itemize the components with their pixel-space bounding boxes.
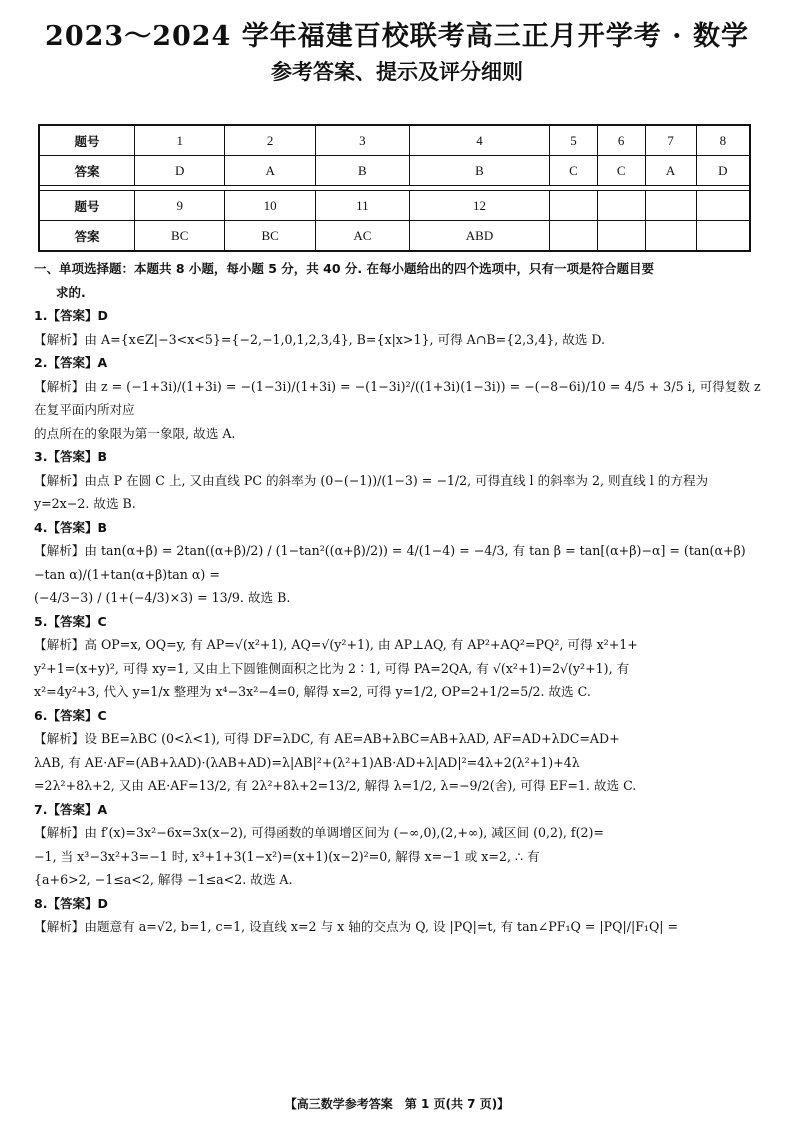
- table-cell: 题号: [39, 191, 135, 221]
- table-cell: A: [225, 156, 315, 186]
- explanation-line: x²=4y²+3, 代入 y=1/x 整理为 x⁴−3x²−4=0, 解得 x=2, 可得 y=1/2, OP=2+1/2=5/2. 故选 C.: [34, 684, 591, 699]
- table-row: [39, 191, 750, 221]
- page-subtitle: 参考答案、提示及评分细则: [271, 59, 523, 84]
- table-cell: 2: [225, 125, 315, 156]
- table-cell: B: [409, 156, 549, 186]
- answer-line: 1.【答案】D: [34, 308, 108, 323]
- table-cell: 答案: [39, 221, 135, 252]
- explanation: [34, 375, 762, 446]
- explanation-line: y²+1=(x+y)², 可得 xy=1, 又由上下圆锥侧面积之比为 2∶1, 可得 PA=2QA, 有 √(x²+1)=2√(y²+1), 有: [34, 660, 630, 676]
- explanation-line: 【解析】设 BE=λBC (0<λ<1), 可得 DF=λDC, 有 AE=AB+λBC=AB+λAD, AF=AD+λDC=AD+: [34, 731, 620, 746]
- explanation: [34, 727, 762, 798]
- table-cell: [645, 221, 696, 252]
- explanation-line: =2λ²+8λ+2, 又由 AE·AF=13/2, 有 2λ²+8λ+2=13/2, 解得 λ=1/2, λ=−9/2(舍), 可得 EF=1. 故选 C.: [34, 778, 637, 793]
- table-cell: D: [696, 156, 750, 186]
- explanation-line: −1, 当 x³−3x²+3=−1 时, x³+1+3(1−x²)=(x+1)(x−2)²=0, 解得 x=−1 或 x=2, ∴ 有: [34, 848, 540, 864]
- explanation-line: 【解析】由点 P 在圆 C 上, 又由直线 PC 的斜率为 (0−(−1))/(1−3) = −1/2, 可得直线 l 的斜率为 2, 则直线 l 的方程为: [34, 472, 709, 488]
- explanation-line: 的点所在的象限为第一象限, 故选 A.: [34, 425, 236, 441]
- question-block: [34, 516, 762, 610]
- table-cell: [550, 191, 598, 221]
- explanation-line: 【解析】由 tan(α+β) = 2tan((α+β)/2) / (1−tan²((α+β)/2)) = 4/(1−4) = −4/3, 有 tan β = tan[(α+β)−α] = (tan(α+β)−tan α)/(1+tan(α+β)tan α) =: [34, 543, 746, 582]
- answer-line: 4.【答案】B: [34, 519, 107, 535]
- table-cell: 11: [315, 191, 409, 221]
- question-block: [34, 610, 762, 704]
- table-cell: C: [597, 156, 645, 186]
- table-cell: 6: [597, 125, 645, 156]
- table-cell: 1: [135, 125, 225, 156]
- page-footer: 【高三数学参考答案 第 1 页(共 7 页)】: [284, 1097, 510, 1111]
- section-heading-line: 一、单项选择题：本题共 8 小题，每小题 5 分，共 40 分. 在每小题给出的四个选项中，只有一项是符合题目要: [34, 261, 655, 276]
- question-block: [34, 892, 762, 939]
- answer-line: 5.【答案】C: [34, 613, 107, 629]
- section-heading-line: 求的.: [56, 284, 86, 300]
- answer-line: 2.【答案】A: [34, 355, 108, 370]
- explanation: [34, 539, 762, 610]
- table-cell: 10: [225, 191, 315, 221]
- table-cell: [597, 191, 645, 221]
- table-cell: 7: [645, 125, 696, 156]
- explanation-line: 【解析】由题意有 a=√2, b=1, c=1, 设直线 x=2 与 x 轴的交点为 Q, 设 |PQ|=t, 有 tan∠PF₁Q = |PQ|/|F₁Q| =: [34, 919, 679, 934]
- question-block: [34, 704, 762, 798]
- table-cell: B: [315, 156, 409, 186]
- table-cell: AC: [315, 221, 409, 252]
- table-cell: [696, 191, 750, 221]
- explanation: [34, 915, 762, 939]
- answer-line: 7.【答案】A: [34, 801, 108, 817]
- table-cell: 9: [135, 191, 225, 221]
- table-cell: 5: [550, 125, 598, 156]
- explanation: [34, 328, 762, 352]
- table-cell: [550, 221, 598, 252]
- question-block: [34, 351, 762, 445]
- explanation-line: λAB, 有 AE·AF=(AB+λAD)·(λAB+AD)=λ|AB|²+(λ²+1)AB·AD+λ|AD|²=4λ+2(λ²+1)+4λ: [34, 754, 580, 770]
- table-cell: 题号: [39, 125, 135, 156]
- table-row: [39, 156, 750, 186]
- table-cell: [597, 221, 645, 252]
- table-cell: BC: [135, 221, 225, 252]
- question-block: [34, 304, 762, 351]
- question-block: [34, 798, 762, 892]
- answer-line: 3.【答案】B: [34, 449, 107, 464]
- explanation: [34, 633, 762, 704]
- answer-line: 6.【答案】C: [34, 707, 107, 723]
- table-cell: D: [135, 156, 225, 186]
- explanation-line: 【解析】高 OP=x, OQ=y, 有 AP=√(x²+1), AQ=√(y²+1), 由 AP⊥AQ, 有 AP²+AQ²=PQ², 可得 x²+1+: [34, 637, 638, 652]
- table-row: [39, 125, 750, 156]
- question-block: [34, 445, 762, 516]
- section-heading: [34, 257, 762, 304]
- table-cell: 4: [409, 125, 549, 156]
- explanation-line: 【解析】由 A={x∈Z|−3<x<5}={−2,−1,0,1,2,3,4}, B={x|x>1}, 可得 A∩B={2,3,4}, 故选 D.: [34, 331, 606, 347]
- explanation-line: 【解析】由 f′(x)=3x²−6x=3x(x−2), 可得函数的单调增区间为 (−∞,0),(2,+∞), 减区间 (0,2), f(2)=: [34, 825, 604, 840]
- table-cell: 答案: [39, 156, 135, 186]
- solutions-body: [34, 257, 762, 939]
- answer-line: 8.【答案】D: [34, 895, 108, 911]
- explanation-line: (−4/3−3) / (1+(−4/3)×3) = 13/9. 故选 B.: [34, 590, 291, 605]
- explanation: [34, 469, 762, 516]
- explanation-line: {a+6>2, −1≤a<2, 解得 −1≤a<2. 故选 A.: [34, 872, 293, 887]
- table-row: [39, 221, 750, 252]
- answer-table: [38, 124, 751, 252]
- table-cell: 3: [315, 125, 409, 156]
- table-cell: [645, 191, 696, 221]
- explanation-line: 【解析】由 z = (−1+3i)/(1+3i) = −(1−3i)/(1+3i) = −(1−3i)²/((1+3i)(1−3i)) = −(−8−6i)/10 = 4/5 + 3/5 i, 可得复数 z 在复平面内所对应: [34, 378, 761, 417]
- table-cell: 12: [409, 191, 549, 221]
- table-cell: C: [550, 156, 598, 186]
- table-cell: 8: [696, 125, 750, 156]
- page-title: 2023～2024 学年福建百校联考高三正月开学考 · 数学: [45, 21, 749, 52]
- explanation-line: y=2x−2. 故选 B.: [34, 496, 136, 511]
- table-cell: ABD: [409, 221, 549, 252]
- explanation: [34, 821, 762, 892]
- table-cell: BC: [225, 221, 315, 252]
- table-cell: A: [645, 156, 696, 186]
- table-cell: [696, 221, 750, 252]
